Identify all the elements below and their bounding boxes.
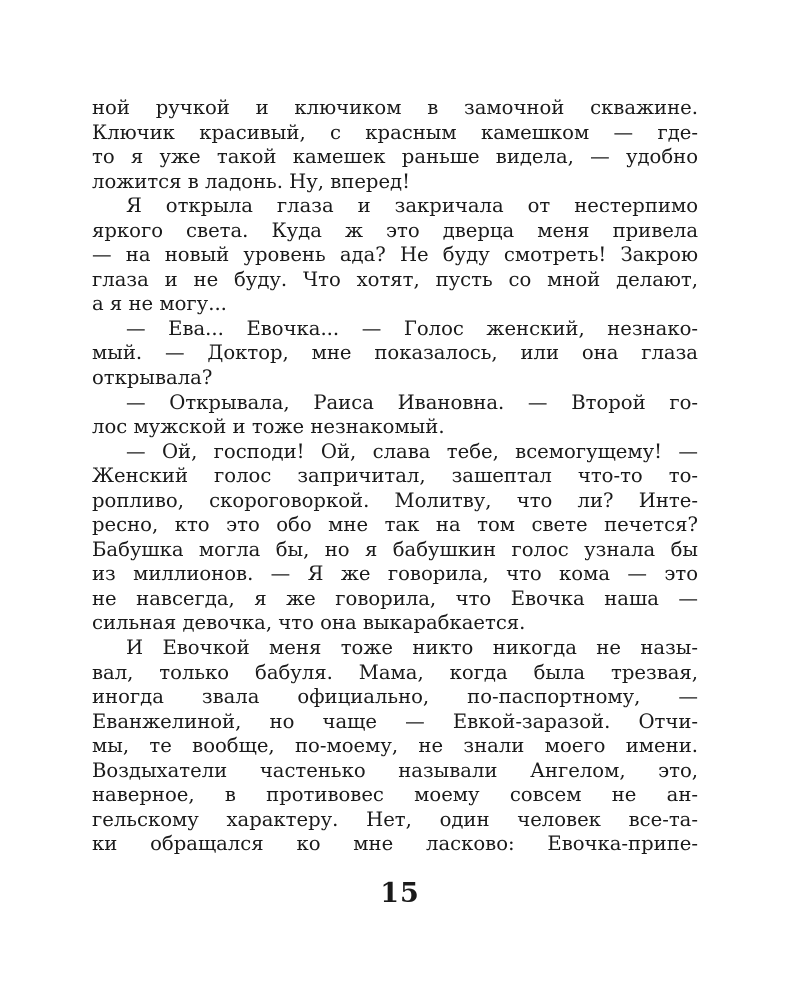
text-line: — Ева... Евочка... — Голос женский, незнако-	[126, 316, 698, 340]
text-line: — Открывала, Раиса Ивановна. — Второй го-	[126, 390, 698, 414]
text-line: лос мужской и тоже незнакомый.	[92, 415, 445, 439]
text-line: а я не могу...	[92, 292, 227, 316]
body-text	[92, 96, 698, 857]
text-line: вал, только бабуля. Мама, когда была трезвая,	[92, 660, 698, 684]
text-line: наверное, в противовес моему совсем не ан-	[92, 783, 698, 807]
text-line: Еванжелиной, но чаще — Евкой-заразой. Отчи-	[92, 709, 698, 733]
text-line: из миллионов. — Я же говорила, что кома — это	[92, 562, 698, 586]
text-line: Бабушка могла бы, но я бабушкин голос узнала бы	[92, 537, 698, 561]
text-line: сильная девочка, что она выкарабкается.	[92, 611, 526, 635]
text-line: Я открыла глаза и закричала от нестерпимо	[126, 194, 698, 218]
text-line: И Евочкой меня тоже никто никогда не назы-	[126, 636, 698, 660]
text-line: мы, те вообще, по-моему, не знали моего имени.	[92, 734, 698, 758]
page-number: 15	[380, 878, 420, 909]
text-line: — Ой, господи! Ой, слава тебе, всемогущему! —	[126, 439, 698, 463]
text-line: глаза и не буду. Что хотят, пусть со мной делают,	[92, 267, 698, 291]
text-line: открывала?	[92, 366, 213, 390]
text-line: ропливо, скороговоркой. Молитву, что ли? Инте-	[92, 488, 698, 512]
text-line: ной ручкой и ключиком в замочной скважине.	[92, 96, 698, 119]
text-line: гельскому характеру. Нет, один человек все-та-	[92, 807, 698, 831]
text-line: Женский голос запричитал, зашептал что-то то-	[92, 464, 698, 488]
text-line: то я уже такой камешек раньше видела, — удобно	[92, 145, 698, 169]
text-line: — на новый уровень ада? Не буду смотреть! Закрою	[92, 243, 698, 267]
text-line: ки обращался ко мне ласково: Евочка-припе-	[92, 832, 698, 856]
text-line: яркого света. Куда ж это дверца меня привела	[92, 218, 698, 242]
text-line: Ключик красивый, с красным камешком — где-	[92, 120, 698, 144]
text-line: не навсегда, я же говорила, что Евочка наша —	[92, 586, 698, 610]
text-line: Воздыхатели частенько называли Ангелом, это,	[92, 758, 698, 782]
text-line: мый. — Доктор, мне показалось, или она глаза	[92, 341, 698, 365]
text-line: ложится в ладонь. Ну, вперед!	[92, 169, 410, 193]
text-line: ресно, кто это обо мне так на том свете печется?	[92, 513, 698, 537]
text-line: иногда звала официально, по-паспортному, —	[92, 685, 698, 709]
